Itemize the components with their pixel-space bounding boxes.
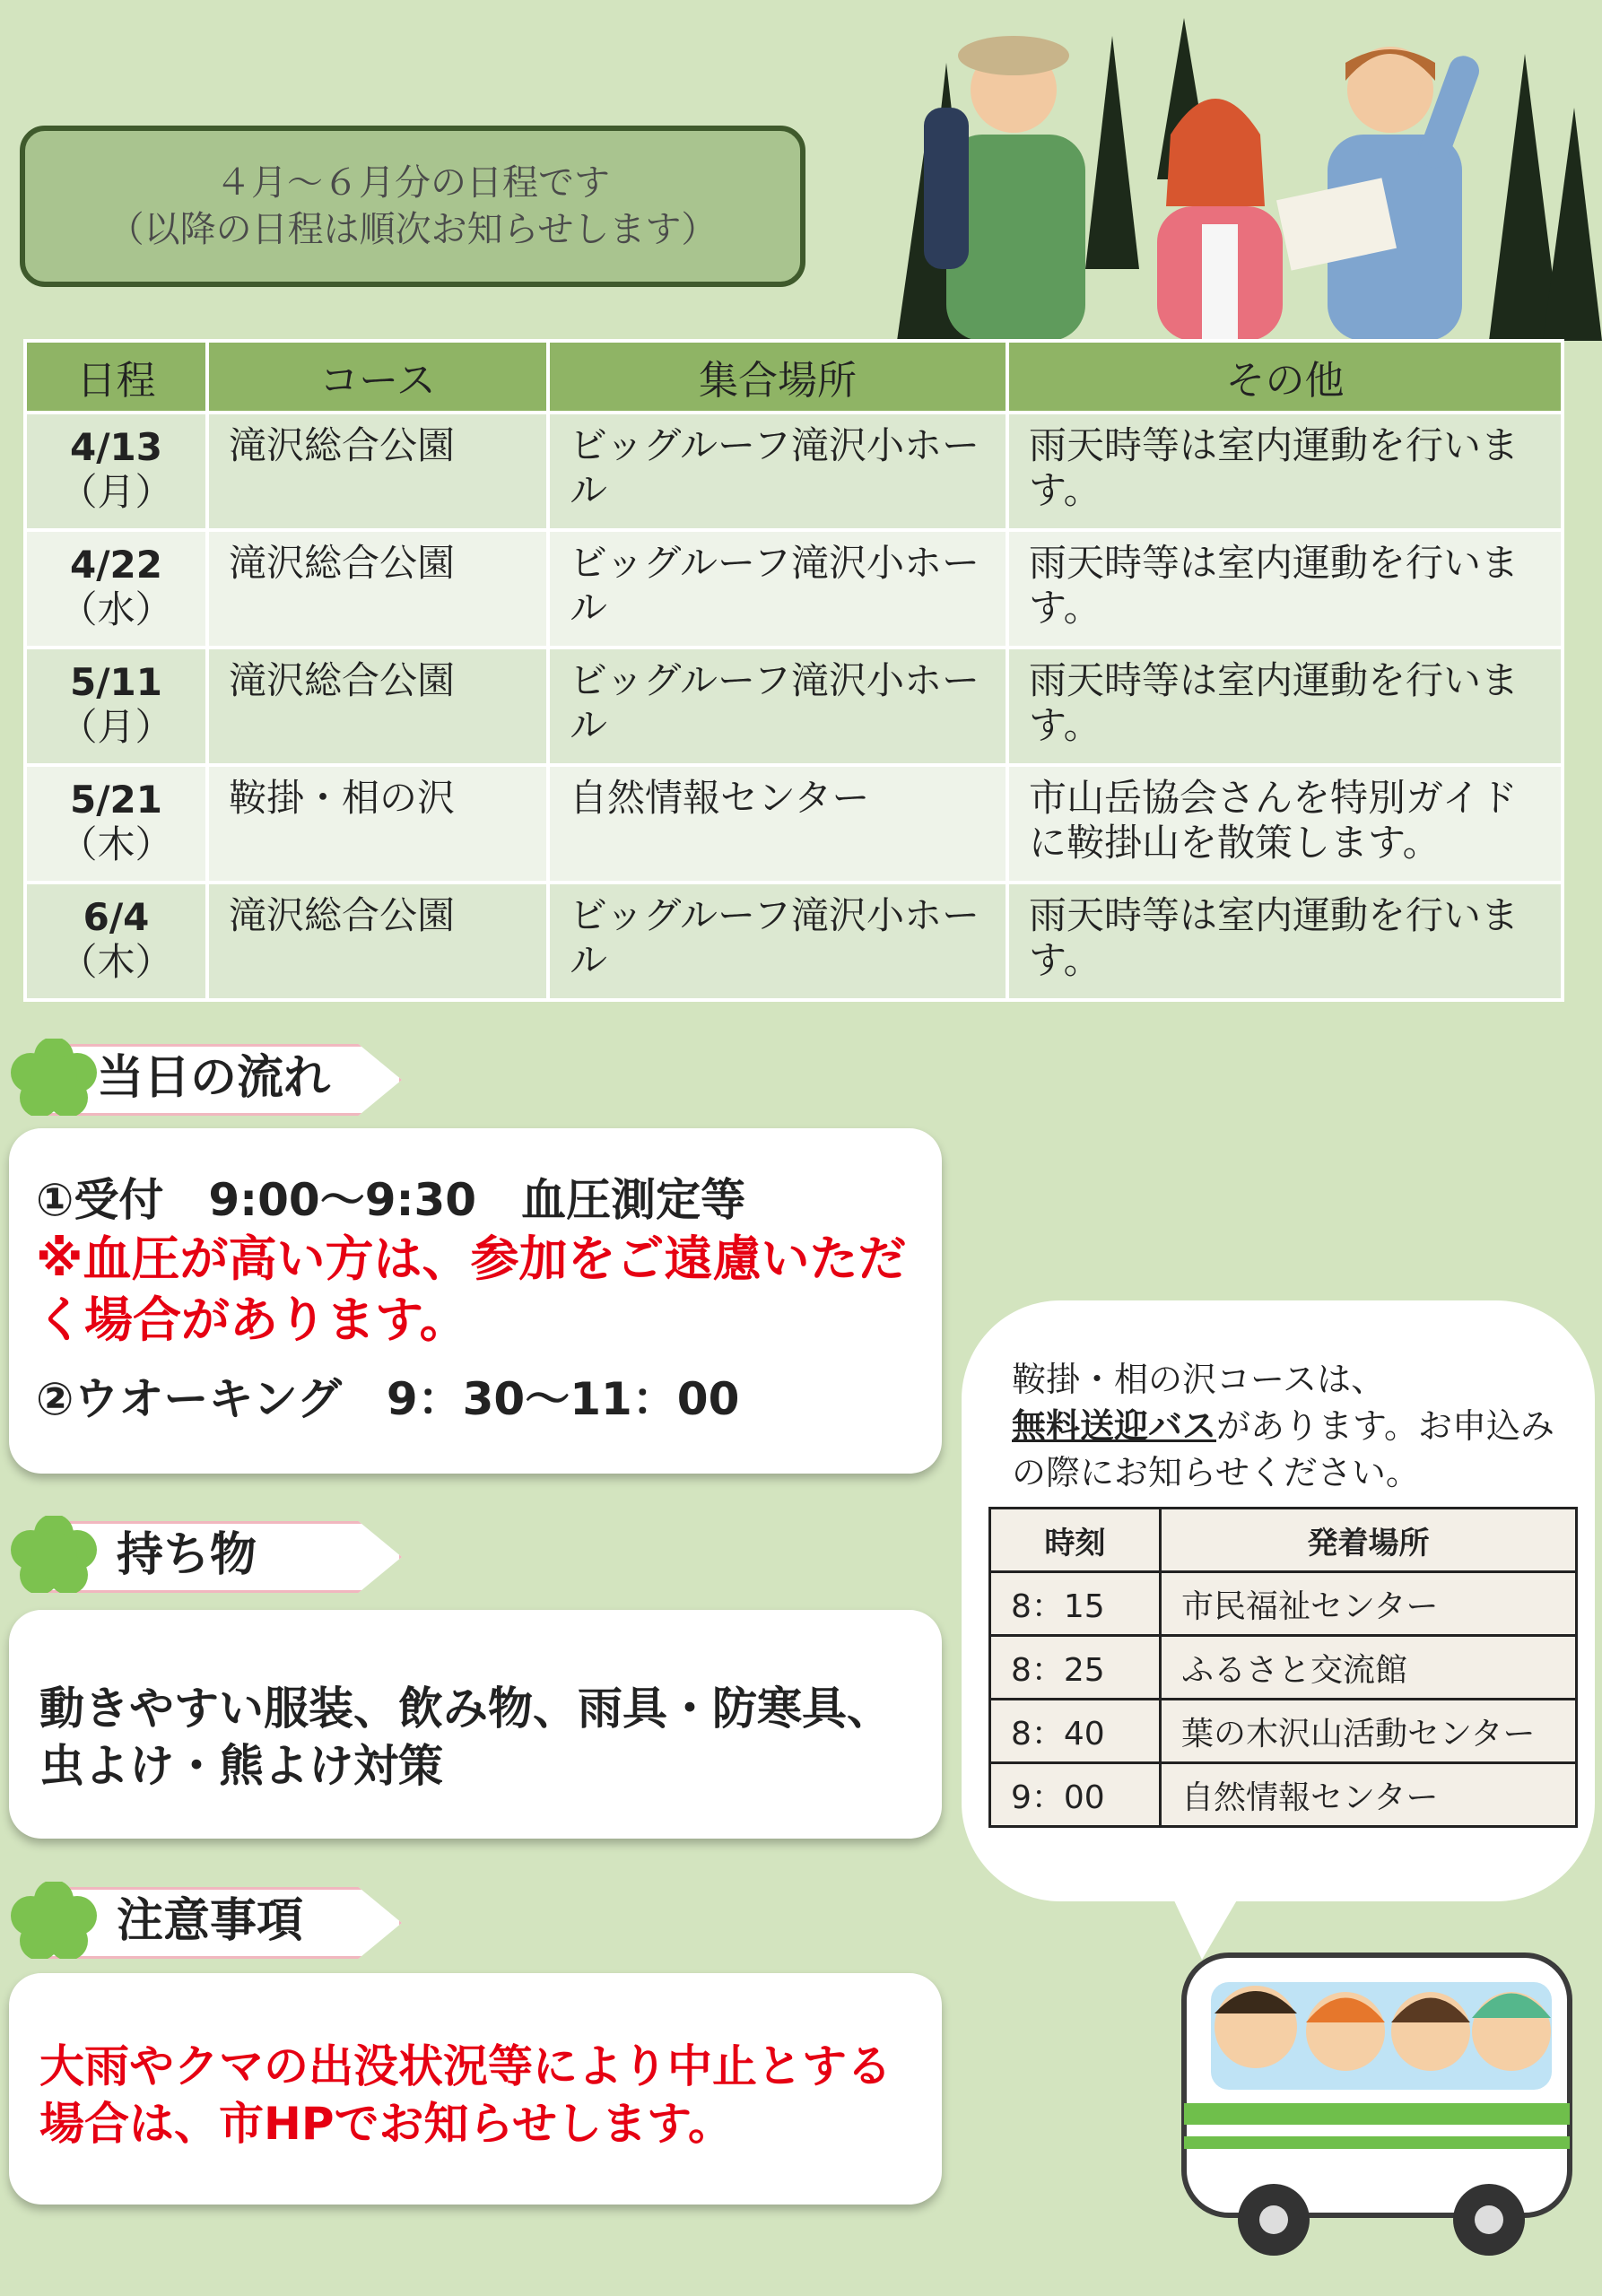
notice-line-2: （以降の日程は順次お知らせします）	[108, 209, 718, 250]
row-weekday: （水）	[59, 587, 173, 631]
flow-section-header	[9, 1039, 404, 1116]
flower-icon	[9, 1516, 99, 1593]
row-weekday: （木）	[59, 940, 173, 984]
schedule-header-row	[25, 341, 1563, 413]
row-date-cell	[25, 530, 207, 648]
row-note: 雨天時等は室内運動を行います。	[1007, 883, 1563, 1000]
flow-title: 当日の流れ	[97, 1051, 331, 1105]
row-weekday: （木）	[59, 822, 173, 866]
row-weekday: （月）	[59, 470, 173, 514]
row-date-cell	[25, 883, 207, 1000]
row-place: ビッグルーフ滝沢小ホール	[548, 883, 1007, 1000]
table-row	[990, 1700, 1577, 1763]
bus-header-place: 発着場所	[1161, 1509, 1577, 1572]
caution-text: 大雨やクマの出没状況等により中止とする場合は、市HPでお知らせします。	[39, 2040, 892, 2150]
table-row	[25, 765, 1563, 883]
row-note: 市山岳協会さんを特別ガイドに鞍掛山を散策します。	[1007, 765, 1563, 883]
row-date: 5/21	[69, 778, 162, 822]
row-note: 雨天時等は室内運動を行います。	[1007, 530, 1563, 648]
row-date: 4/13	[69, 425, 162, 469]
bus-timetable	[988, 1507, 1578, 1828]
row-date-cell	[25, 413, 207, 530]
row-date-cell	[25, 765, 207, 883]
bus-time: 8：25	[990, 1636, 1161, 1700]
row-place: ビッグルーフ滝沢小ホール	[548, 413, 1007, 530]
row-place: ビッグルーフ滝沢小ホール	[548, 648, 1007, 765]
bus-time: 8：40	[990, 1700, 1161, 1763]
bus-time: 9：00	[990, 1763, 1161, 1827]
row-place: ビッグルーフ滝沢小ホール	[548, 530, 1007, 648]
header-course: コース	[207, 341, 548, 413]
bus-place: 葉の木沢山活動センター	[1161, 1700, 1577, 1763]
table-row	[25, 530, 1563, 648]
notice-line-1: ４月～６月分の日程です	[215, 162, 610, 204]
row-course: 滝沢総合公園	[207, 413, 548, 530]
table-row	[25, 413, 1563, 530]
row-note: 雨天時等は室内運動を行います。	[1007, 413, 1563, 530]
schedule-notice-box	[20, 126, 805, 287]
caution-title: 注意事項	[117, 1894, 304, 1948]
bus-intro	[1012, 1356, 1559, 1496]
row-date: 4/22	[69, 543, 162, 587]
bus-intro-2: があります。お申込みの際にお知らせください。	[1012, 1406, 1554, 1492]
row-course: 滝沢総合公園	[207, 530, 548, 648]
row-date: 6/4	[83, 895, 150, 939]
row-weekday: （月）	[59, 705, 173, 749]
row-course: 滝沢総合公園	[207, 883, 548, 1000]
flow-walking: ②ウオーキング 9：30～11：00	[36, 1373, 740, 1425]
table-row	[990, 1572, 1577, 1636]
row-place: 自然情報センター	[548, 765, 1007, 883]
items-title: 持ち物	[117, 1528, 257, 1582]
bus-time: 8：15	[990, 1572, 1161, 1636]
row-course: 鞍掛・相の沢	[207, 765, 548, 883]
row-note: 雨天時等は室内運動を行います。	[1007, 648, 1563, 765]
bus-place: ふるさと交流館	[1161, 1636, 1577, 1700]
items-section-header	[9, 1516, 404, 1593]
bus-header-row	[990, 1509, 1577, 1572]
items-text: 動きやすい服装、飲み物、雨具・防寒具、虫よけ・熊よけ対策	[39, 1683, 892, 1792]
schedule-table	[23, 339, 1564, 1002]
bus-place: 自然情報センター	[1161, 1763, 1577, 1827]
flow-warning: ※血圧が高い方は、参加をご遠慮いただく場合があります。	[36, 1231, 907, 1348]
bus-illustration	[1175, 1919, 1588, 2287]
hikers-illustration	[861, 0, 1602, 341]
header-note: その他	[1007, 341, 1563, 413]
caution-card	[9, 1973, 942, 2205]
items-card	[9, 1610, 942, 1839]
header-date: 日程	[25, 341, 207, 413]
header-place: 集合場所	[548, 341, 1007, 413]
bus-intro-bold: 無料送迎バス	[1012, 1406, 1217, 1446]
flow-reception: ①受付 9:00～9:30 血圧測定等	[36, 1174, 746, 1226]
bus-intro-1: 鞍掛・相の沢コースは、	[1012, 1360, 1386, 1399]
table-row	[990, 1636, 1577, 1700]
bus-place: 市民福祉センター	[1161, 1572, 1577, 1636]
bus-header-time: 時刻	[990, 1509, 1161, 1572]
row-date: 5/11	[69, 660, 162, 704]
table-row	[25, 648, 1563, 765]
caution-section-header	[9, 1882, 404, 1959]
flower-icon	[9, 1039, 99, 1116]
flower-icon	[9, 1882, 99, 1959]
flow-card	[9, 1128, 942, 1474]
table-row	[990, 1763, 1577, 1827]
row-date-cell	[25, 648, 207, 765]
table-row	[25, 883, 1563, 1000]
row-course: 滝沢総合公園	[207, 648, 548, 765]
